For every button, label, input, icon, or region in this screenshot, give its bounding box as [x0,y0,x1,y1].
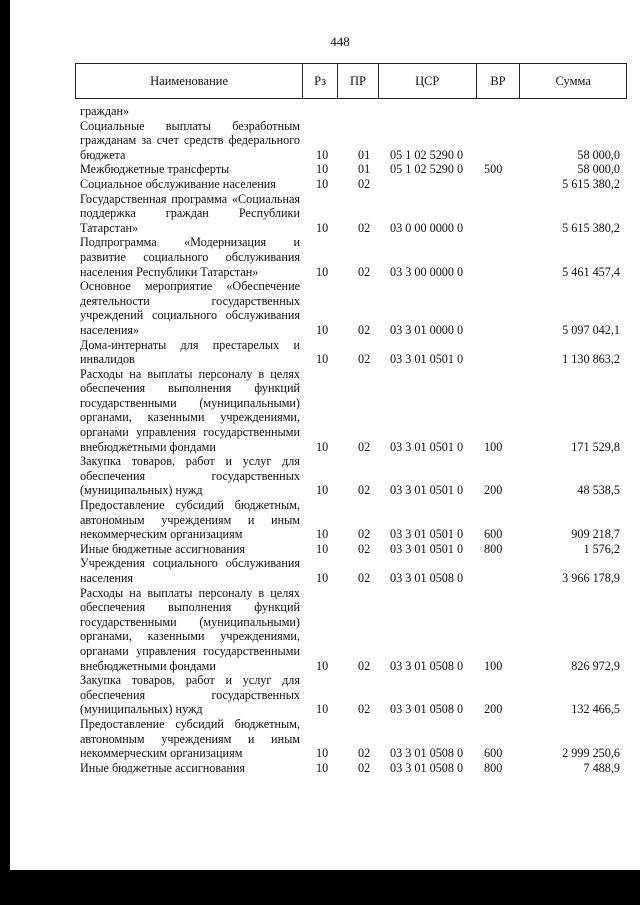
table-row [80,761,620,776]
row-rz: 10 [316,147,329,162]
row-name: Дома-интернаты для престарелых и инвалидов [80,337,300,367]
row-vr: 500 [484,162,503,177]
row-name: Предоставление субсидий бюджетным, автономным учреждениям и иным некоммерческим организациям [80,498,300,542]
row-rz: 10 [316,439,329,454]
table-row [80,717,620,761]
row-csr: 03 3 01 0000 0 [390,322,464,337]
row-sum: 132 466,5 [571,702,620,717]
table-row [80,192,620,236]
row-csr: 03 3 01 0501 0 [390,541,464,556]
row-rz: 10 [316,746,329,761]
table-body [80,104,620,775]
row-rz: 10 [316,176,329,191]
row-pr: 02 [358,702,371,717]
row-sum: 826 972,9 [571,658,620,673]
row-vr: 800 [484,541,503,556]
row-name: Государственная программа «Социальная поддержка граждан Республики Татарстан» [80,191,300,235]
row-sum: 1 576,2 [583,541,620,556]
row-pr: 02 [358,527,371,542]
row-vr: 800 [484,760,503,775]
row-name: Межбюджетные трансферты [80,162,230,177]
row-rz: 10 [316,527,329,542]
row-pr: 02 [358,571,371,585]
row-csr: 03 3 00 0000 0 [390,264,464,279]
row-csr: 05 1 02 5290 0 [390,147,464,162]
table-row [80,556,620,585]
row-name: Расходы на выплаты персоналу в целях обеспечения выполнения функций государственными (муниципальными) органами, казенными учреждениями, органами управления государственными внебюджетными фондами [80,366,300,454]
row-vr: 600 [484,527,503,542]
row-sum: 7 488,9 [583,760,620,775]
header-pr: ПР [338,64,379,98]
row-csr: 03 3 01 0501 0 [390,439,464,454]
row-vr: 100 [484,658,503,673]
row-sum: 909 218,7 [571,527,620,542]
row-pr: 01 [358,162,371,177]
row-csr: 03 3 01 0508 0 [390,760,464,775]
row-name: Подпрограмма «Модернизация и развитие социального обслуживания населения Республики Татарстан» [80,235,300,279]
row-rz: 10 [316,658,329,673]
row-sum: 5 097 042,1 [562,322,620,337]
row-name: Закупка товаров, работ и услуг для обеспечения государственных (муниципальных) нужд [80,454,300,498]
row-pr: 02 [358,746,371,761]
row-pr: 02 [358,176,371,191]
row-sum: 1 130 863,2 [562,352,620,367]
row-csr: 03 3 01 0508 0 [390,746,464,761]
row-rz: 10 [316,162,329,177]
row-csr: 03 3 01 0501 0 [390,483,464,498]
row-rz: 10 [316,702,329,717]
row-name: Социальные выплаты безработным гражданам за счет средств федерального бюджета [80,118,300,162]
scan-bottom-edge [0,870,640,905]
header-rz: Рз [303,64,338,98]
table-row [80,177,620,192]
row-sum: 2 999 250,6 [562,746,620,761]
row-sum: 171 529,8 [571,439,620,454]
table-row [80,498,620,542]
row-name: Основное мероприятие «Обеспечение деятельности государственных учреждений социального обслуживания населения» [80,279,300,337]
row-pr: 02 [358,352,371,367]
row-csr: 03 0 00 0000 0 [390,220,464,235]
row-rz: 10 [316,352,329,367]
row-pr: 02 [358,541,371,556]
header-sum: Сумма [555,73,591,88]
table-row [80,454,620,498]
row-pr: 02 [358,760,371,775]
row-csr: 05 1 02 5290 0 [390,162,464,177]
row-pr: 02 [358,483,371,498]
row-pr: 01 [358,147,371,162]
row-rz: 10 [316,760,329,775]
table-row [80,586,620,674]
table-row [80,673,620,717]
table-row [80,235,620,279]
row-pr: 02 [358,220,371,235]
row-csr: 03 3 01 0508 0 [390,658,464,673]
table-row [80,367,620,455]
row-rz: 10 [316,541,329,556]
table-row [80,162,620,177]
row-vr: 100 [484,439,503,454]
row-name: граждан» [80,104,130,118]
table-row [80,542,620,557]
row-name: Учреждения социального обслуживания населения [80,556,300,585]
row-vr: 200 [484,702,503,717]
row-name: Закупка товаров, работ и услуг для обеспечения государственных (муниципальных) нужд [80,673,300,717]
table-row [80,119,620,163]
row-pr: 02 [358,439,371,454]
table-row [80,279,620,337]
row-name: Расходы на выплаты персоналу в целях обеспечения выполнения функций государственными (муниципальными) органами, казенными учреждениями, органами управления государственными внебюджетными фондами [80,585,300,673]
header-csr: ЦСР [379,64,477,98]
row-name: Иные бюджетные ассигнования [80,541,246,556]
table-header [75,63,627,99]
row-sum: 5 615 380,2 [562,176,620,191]
row-rz: 10 [316,571,329,585]
row-vr: 200 [484,483,503,498]
row-pr: 02 [358,658,371,673]
row-rz: 10 [316,264,329,279]
page-number: 448 [330,34,350,49]
header-vr: ВР [477,64,521,98]
row-csr: 03 3 01 0508 0 [390,571,464,585]
row-rz: 10 [316,483,329,498]
row-sum: 5 461 457,4 [562,264,620,279]
row-vr: 600 [484,746,503,761]
row-pr: 02 [358,264,371,279]
row-sum: 5 615 380,2 [562,220,620,235]
row-name: Социальное обслуживание населения [80,176,276,191]
row-sum: 3 966 178,9 [562,571,620,585]
table-row [80,338,620,367]
row-csr: 03 3 01 0501 0 [390,352,464,367]
table-row [80,104,620,119]
row-pr: 02 [358,322,371,337]
row-sum: 58 000,0 [577,162,620,177]
row-rz: 10 [316,322,329,337]
row-csr: 03 3 01 0508 0 [390,702,464,717]
row-name: Предоставление субсидий бюджетным, автономным учреждениям и иным некоммерческим организациям [80,716,300,761]
row-rz: 10 [316,220,329,235]
scan-left-edge [0,0,10,905]
row-sum: 58 000,0 [577,147,620,162]
row-name: Иные бюджетные ассигнования [80,760,246,775]
header-name: Наименование [76,64,303,98]
row-sum: 48 538,5 [577,483,620,498]
row-csr: 03 3 01 0501 0 [390,527,464,542]
